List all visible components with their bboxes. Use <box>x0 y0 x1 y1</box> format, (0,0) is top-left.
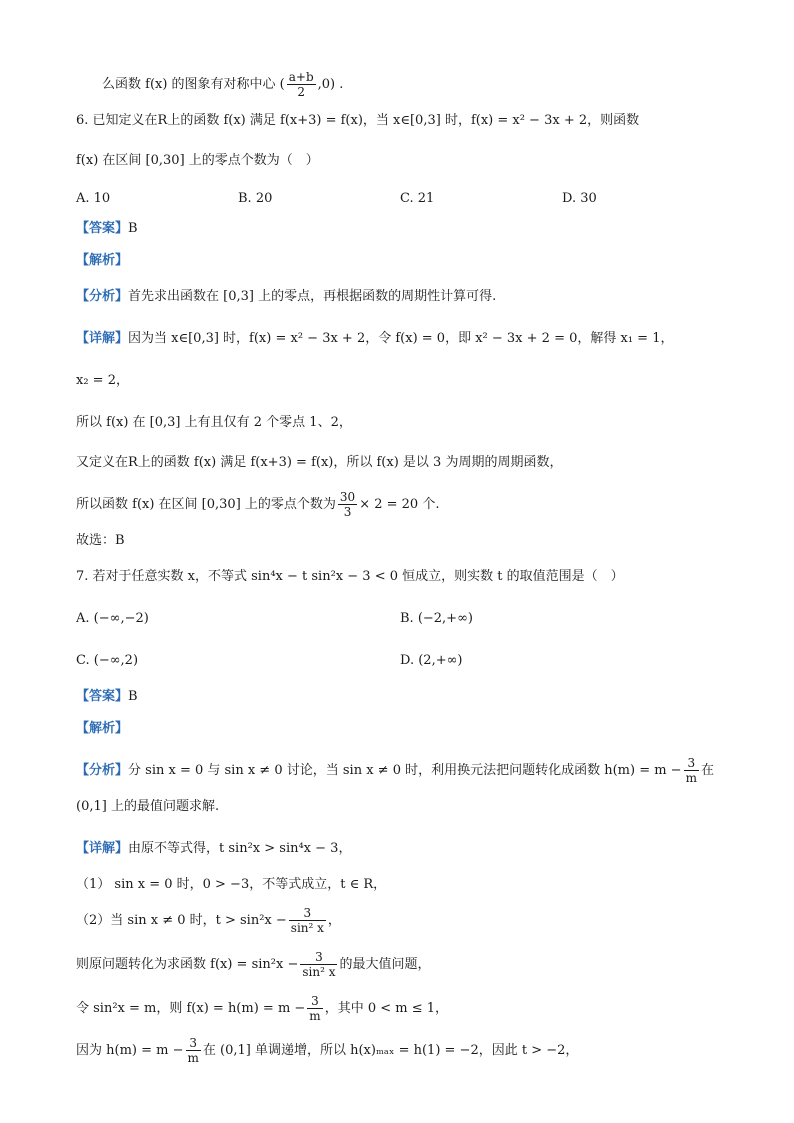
q7-detail-line-6 <box>76 1036 578 1065</box>
q7-detail-line-3 <box>76 906 341 935</box>
q6-conclusion: 故选：B <box>76 533 125 548</box>
q7-detail-line-2: （1） sin x = 0 时，0 > −3，不等式成立，t ∈ R， <box>76 877 387 892</box>
summary-tag: 【分析】 <box>76 289 129 304</box>
summary-text: 分 sin x = 0 与 sin x ≠ 0 讨论，当 sin x ≠ 0 时，利用换元法把问题转化成函数 h(m) = m − <box>128 763 682 778</box>
fraction-numerator: 3 <box>186 1036 201 1051</box>
detail-text: 因为 h(m) = m − <box>76 1043 184 1058</box>
fraction-numerator: 30 <box>339 490 356 504</box>
prev-conclusion-tail: ,0) . <box>317 77 344 92</box>
q7-option-a: A. (−∞,−2) <box>76 611 149 626</box>
fraction-denominator: m <box>685 771 697 785</box>
q6-analysis-summary <box>76 288 496 306</box>
question-6-stem-cont: f(x) 在区间 [0,30] 上的零点个数为（ ） <box>76 153 319 168</box>
detail-tail: ，其中 0 < m ≤ 1， <box>324 1001 449 1016</box>
fraction-denominator: 3 <box>343 505 352 519</box>
fraction-denominator: sin² x <box>290 921 324 935</box>
detail-tail: 在 (0,1] 单调递增，所以 h(x)ₘₐₓ = h(1) = −2，因此 t > −2， <box>202 1043 579 1058</box>
fraction <box>289 906 326 935</box>
q6-detail-line-2: x₂ = 2， <box>76 373 129 388</box>
fraction <box>307 994 322 1023</box>
answer-value: B <box>128 689 138 704</box>
q6-detail-line-5 <box>76 490 439 519</box>
count-result: × 2 = 20 个. <box>359 497 440 512</box>
answer-tag: 【答案】 <box>76 221 129 236</box>
summary-text: 首先求出函数在 [0,3] 上的零点，再根据函数的周期性计算可得. <box>128 289 497 304</box>
fraction <box>186 1036 201 1065</box>
q6-detail-line-4: 又定义在R上的函数 f(x) 满足 f(x+3) = f(x)，所以 f(x) 是以 3 为周期的周期函数， <box>76 455 563 470</box>
detail-tag: 【详解】 <box>76 841 129 856</box>
detail-text: 则原问题转化为求函数 f(x) = sin²x − <box>76 957 299 972</box>
q7-option-b: B. (−2,+∞) <box>400 611 473 626</box>
q6-detail-line-1 <box>76 330 673 348</box>
count-text: 所以函数 f(x) 在区间 [0,30] 上的零点个数为 <box>76 497 336 512</box>
q7-answer <box>76 688 138 706</box>
q7-analysis-tag: 【解析】 <box>76 721 129 736</box>
fraction-numerator: 3 <box>307 994 322 1009</box>
detail-tag: 【详解】 <box>76 331 129 346</box>
fraction-denominator: m <box>187 1051 199 1065</box>
prev-conclusion-text: 么函数 f(x) 的图象有对称中心 ( <box>102 77 285 92</box>
summary-tail: 在 <box>700 763 714 778</box>
question-6-stem: 6. 已知定义在R上的函数 f(x) 满足 f(x+3) = f(x)，当 x∈[0,3] 时，f(x) = x² − 3x + 2，则函数 <box>76 113 640 128</box>
q7-analysis-summary-cont: (0,1] 上的最值问题求解. <box>76 799 220 814</box>
fraction-numerator: 3 <box>684 756 699 771</box>
q7-option-d: D. (2,+∞) <box>400 653 463 668</box>
detail-tail: ， <box>327 913 341 928</box>
q7-detail-line-5 <box>76 994 448 1023</box>
fraction <box>287 70 316 99</box>
fraction-denominator: m <box>309 1009 321 1023</box>
detail-tail: 的最大值问题， <box>339 957 431 972</box>
fraction-denominator: sin² x <box>302 965 336 979</box>
answer-tag: 【答案】 <box>76 689 129 704</box>
question-7-stem: 7. 若对于任意实数 x，不等式 sin⁴x − t sin²x − 3 < 0 恒成立，则实数 t 的取值范围是（ ） <box>76 569 624 584</box>
q7-detail-line-1 <box>76 840 351 858</box>
detail-text: 令 sin²x = m，则 f(x) = h(m) = m − <box>76 1001 306 1016</box>
q6-detail-line-3: 所以 f(x) 在 [0,3] 上有且仅有 2 个零点 1、2， <box>76 415 352 430</box>
q7-analysis-summary <box>76 756 714 785</box>
q6-analysis-tag: 【解析】 <box>76 253 129 268</box>
fraction-numerator: a+b <box>288 70 314 84</box>
q6-option-d: D. 30 <box>562 191 597 206</box>
detail-text: 因为当 x∈[0,3] 时，f(x) = x² − 3x + 2，令 f(x) = 0，即 x² − 3x + 2 = 0，解得 x₁ = 1， <box>128 331 674 346</box>
fraction <box>300 950 337 979</box>
fraction-numerator: 3 <box>300 950 337 965</box>
prev-conclusion-line <box>102 70 343 99</box>
fraction <box>684 756 699 785</box>
fraction <box>338 490 357 519</box>
q6-option-b: B. 20 <box>238 191 273 206</box>
detail-text: 由原不等式得，t sin²x > sin⁴x − 3， <box>128 841 352 856</box>
fraction-numerator: 3 <box>289 906 326 921</box>
q7-option-c: C. (−∞,2) <box>76 653 139 668</box>
q6-option-c: C. 21 <box>400 191 435 206</box>
q6-answer <box>76 220 138 238</box>
answer-value: B <box>128 221 138 236</box>
q7-detail-line-4 <box>76 950 431 979</box>
summary-tag: 【分析】 <box>76 763 129 778</box>
q6-option-a: A. 10 <box>76 191 111 206</box>
detail-text: （2）当 sin x ≠ 0 时，t > sin²x − <box>76 913 287 928</box>
fraction-denominator: 2 <box>297 85 306 99</box>
